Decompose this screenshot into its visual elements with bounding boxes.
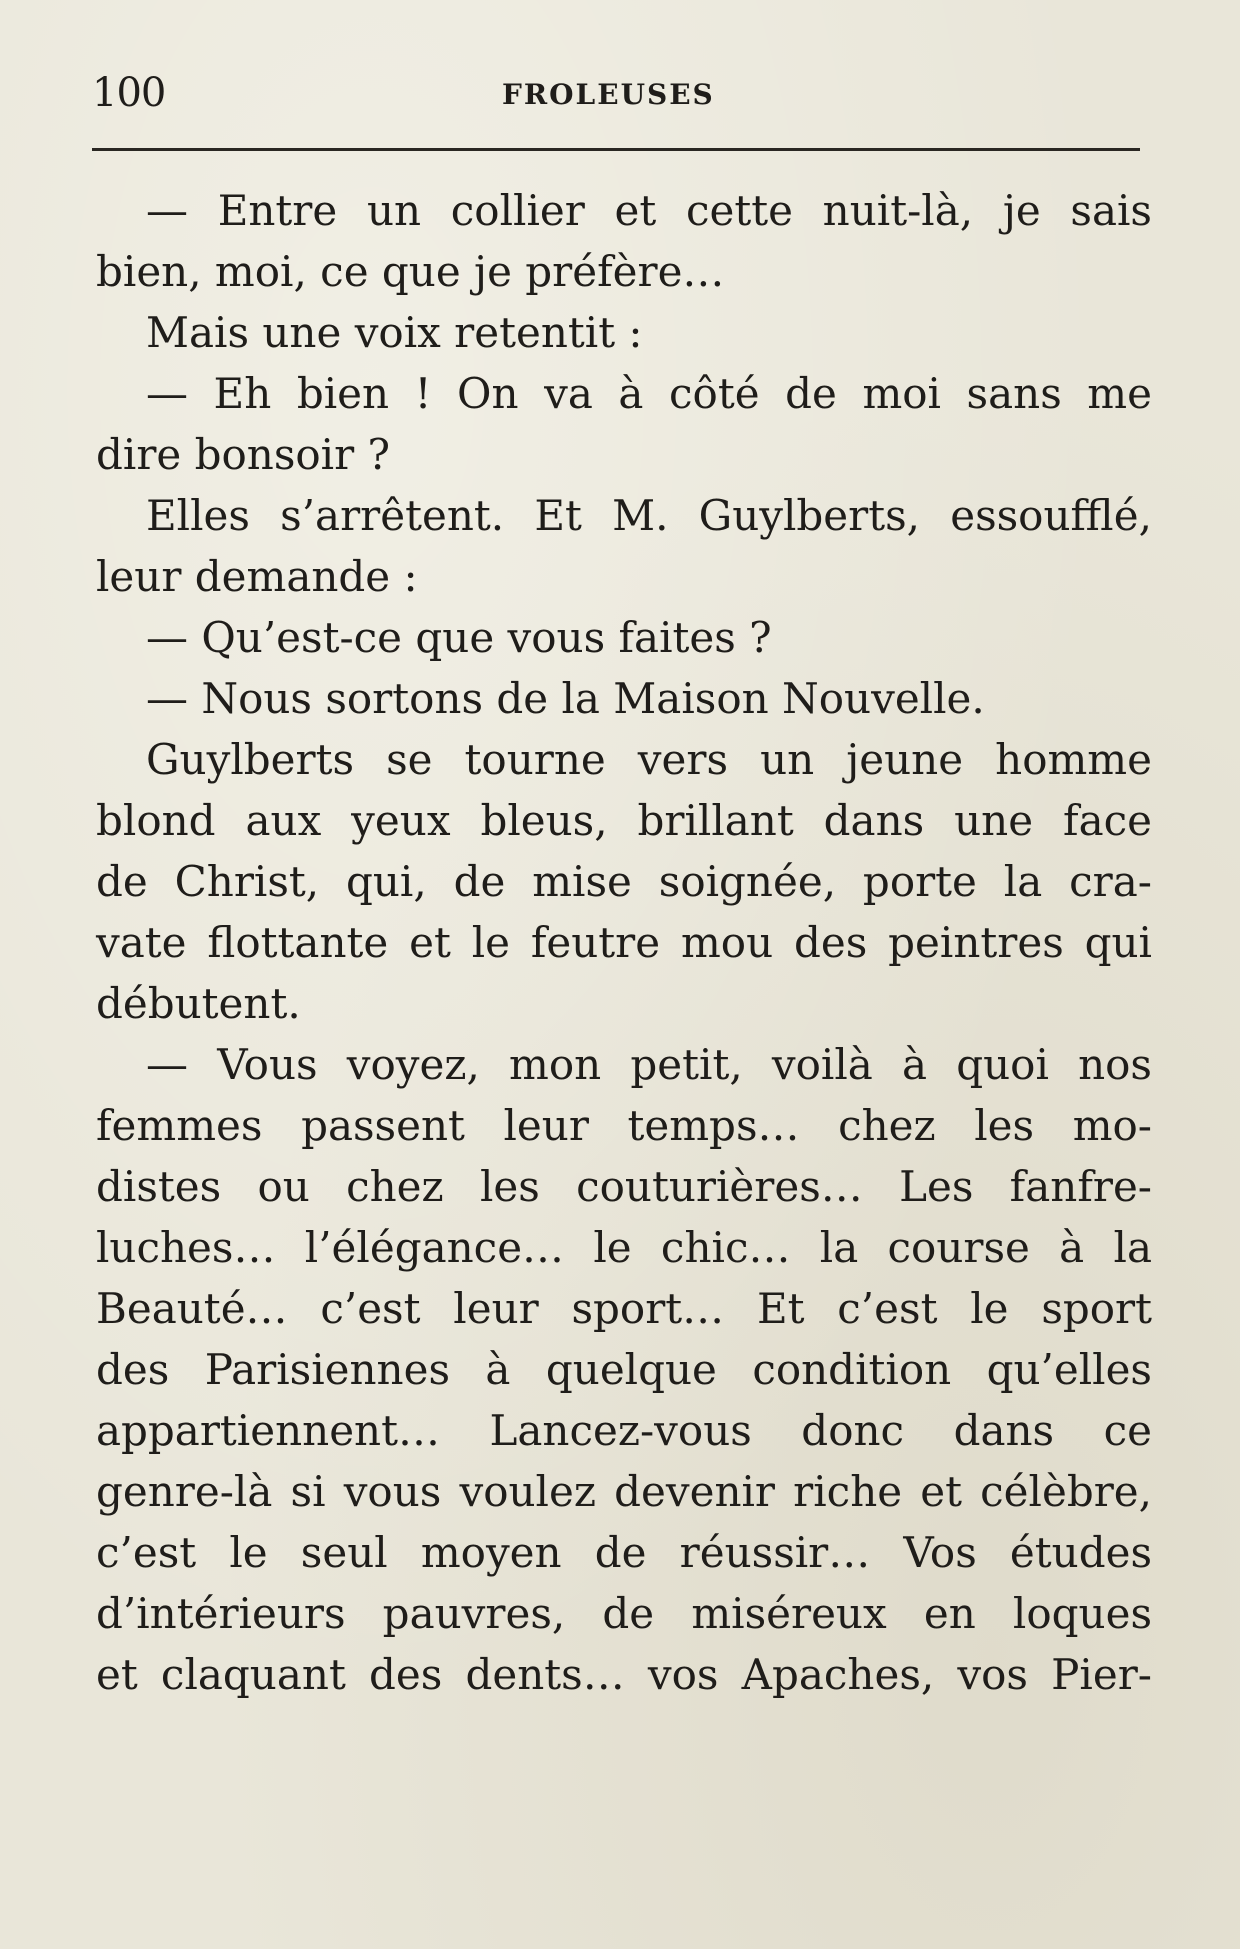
text-line: dire bonsoir ? [96, 430, 391, 479]
text-line: distes ou chez les couturières… Les fanfre- [96, 1162, 1152, 1211]
text-line: Beauté… c’est leur sport… Et c’est le sport [96, 1284, 1152, 1333]
body-text [96, 180, 1152, 1705]
text-line: c’est le seul moyen de réussir… Vos études [96, 1528, 1152, 1577]
text-line: Mais une voix retentit : [146, 308, 643, 357]
running-title: FROLEUSES [502, 78, 715, 111]
text-line: genre-là si vous voulez devenir riche et célèbre, [96, 1467, 1152, 1516]
text-line: débutent. [96, 979, 301, 1028]
text-line: — Eh bien ! On va à côté de moi sans me [146, 369, 1152, 418]
text-line: — Vous voyez, mon petit, voilà à quoi nos [146, 1040, 1152, 1089]
text-line: luches… l’élégance… le chic… la course à la [96, 1223, 1152, 1272]
text-line: blond aux yeux bleus, brillant dans une face [96, 796, 1152, 845]
text-line: Guylberts se tourne vers un jeune homme [146, 735, 1152, 784]
running-head [92, 70, 1140, 120]
text-line: femmes passent leur temps… chez les mo- [96, 1101, 1152, 1150]
header-rule [92, 148, 1140, 151]
text-line: et claquant des dents… vos Apaches, vos Pier- [96, 1650, 1152, 1699]
text-line: leur demande : [96, 552, 418, 601]
text-line: — Qu’est-ce que vous faites ? [146, 613, 772, 662]
text-line: vate flottante et le feutre mou des peintres qui [96, 918, 1152, 967]
text-line: appartiennent… Lancez-vous donc dans ce [96, 1406, 1152, 1455]
text-line: des Parisiennes à quelque condition qu’elles [96, 1345, 1152, 1394]
text-line: d’intérieurs pauvres, de miséreux en loques [96, 1589, 1152, 1638]
text-line: — Nous sortons de la Maison Nouvelle. [146, 674, 985, 723]
text-line: Elles s’arrêtent. Et M. Guylberts, essoufflé, [146, 491, 1152, 540]
text-line: bien, moi, ce que je préfère… [96, 247, 725, 296]
text-line: de Christ, qui, de mise soignée, porte la cra- [96, 857, 1152, 906]
text-line: — Entre un collier et cette nuit-là, je sais [146, 186, 1152, 235]
page-number: 100 [92, 70, 166, 116]
